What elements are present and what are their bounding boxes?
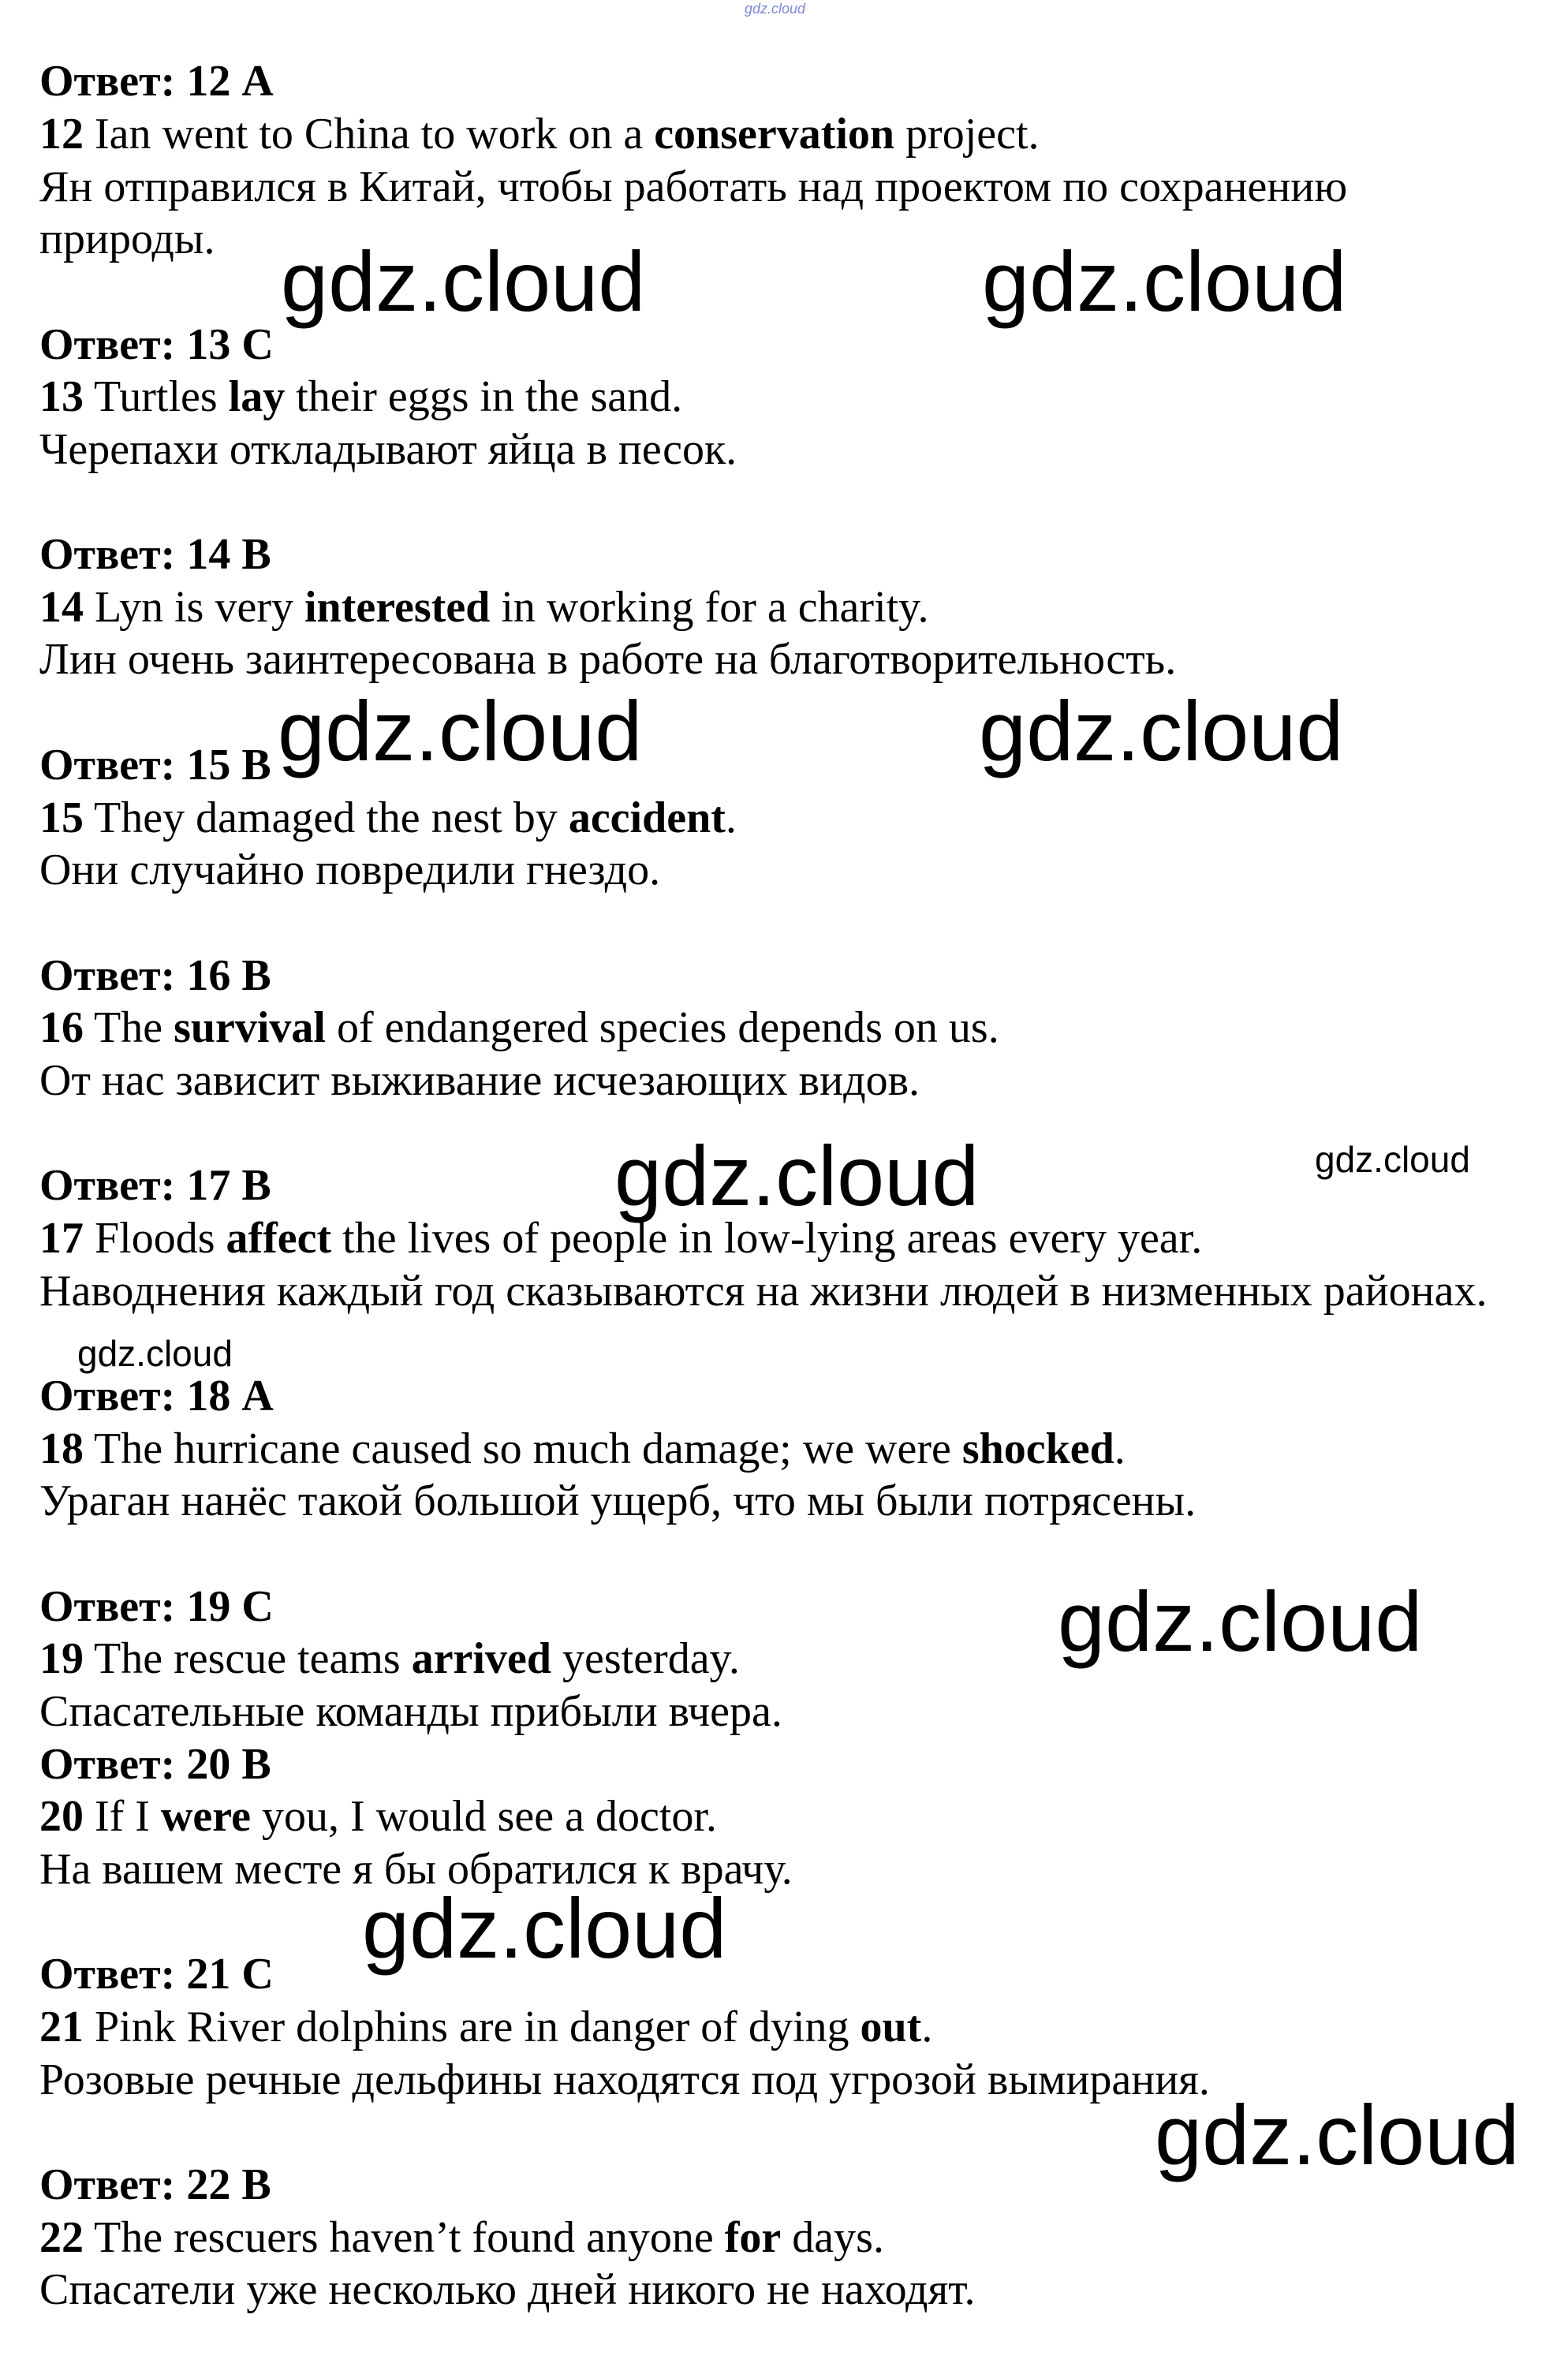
- sentence-number: 15: [39, 793, 84, 842]
- answer-label: Ответ: 18 A: [39, 1372, 274, 1420]
- russian-translation: Черепахи откладывают яйца в песок.: [39, 425, 737, 474]
- keyword: were: [160, 1792, 251, 1841]
- russian-translation: Ураган нанёс такой большой ущерб, что мы были потрясены.: [39, 1476, 1197, 1525]
- keyword: survival: [174, 1003, 326, 1052]
- sentence-text: If I: [95, 1792, 150, 1841]
- answer-label: Ответ: 14 B: [39, 530, 271, 579]
- english-sentence: [39, 108, 1040, 160]
- russian-translation: Спасатели уже несколько дней никого не находят.: [39, 2265, 976, 2314]
- sentence-text: The rescuers haven’t found anyone: [94, 2213, 714, 2262]
- sentence-number: 16: [39, 1003, 84, 1052]
- sentence-text: They damaged the nest by: [94, 793, 558, 842]
- russian-translation: Лин очень заинтересована в работе на благотворительность.: [39, 635, 1177, 684]
- keyword: interested: [304, 583, 491, 632]
- answer-label: Ответ: 21 C: [39, 1950, 274, 1999]
- english-sentence: [39, 1002, 999, 1054]
- answer-label: Ответ: 12 A: [39, 57, 274, 106]
- sentence-text: The: [94, 1003, 163, 1052]
- watermark: gdz.cloud: [281, 233, 646, 329]
- sentence-text: of endangered species depends on us.: [336, 1003, 999, 1052]
- sentence-number: 13: [39, 372, 84, 421]
- sentence-text: in working for a charity.: [501, 583, 929, 632]
- sentence-text: days.: [792, 2213, 884, 2262]
- russian-translation: От нас зависит выживание исчезающих видов.: [39, 1056, 920, 1105]
- sentence-number: 12: [39, 110, 84, 159]
- sentence-number: 18: [39, 1424, 84, 1473]
- watermark: gdz.cloud: [1155, 2087, 1520, 2182]
- sentence-text: .: [1114, 1424, 1126, 1473]
- watermark: gdz.cloud: [278, 683, 643, 778]
- sentence-number: 19: [39, 1634, 84, 1683]
- keyword: accident: [568, 793, 726, 842]
- answer-label: Ответ: 17 B: [39, 1161, 271, 1210]
- sentence-text: The hurricane caused so much damage; we were: [94, 1424, 951, 1473]
- english-sentence: [39, 371, 682, 423]
- keyword: arrived: [411, 1634, 551, 1683]
- sentence-number: 20: [39, 1792, 84, 1841]
- keyword: conservation: [654, 110, 895, 159]
- header-watermark: gdz.cloud: [745, 1, 806, 17]
- sentence-text: you, I would see a doctor.: [261, 1792, 717, 1841]
- sentence-number: 17: [39, 1214, 84, 1263]
- russian-translation: Спасательные команды прибыли вчера.: [39, 1687, 782, 1736]
- sentence-text: yesterday.: [562, 1634, 740, 1683]
- answer-label: Ответ: 16 B: [39, 951, 271, 1000]
- watermark: gdz.cloud: [1315, 1139, 1470, 1180]
- sentence-text: Pink River dolphins are in danger of dying: [95, 2003, 849, 2051]
- russian-translation: Наводнения каждый год сказываются на жизни людей в низменных районах.: [39, 1267, 1488, 1316]
- watermark: gdz.cloud: [1058, 1573, 1423, 1669]
- sentence-text: The rescue teams: [94, 1634, 401, 1683]
- english-sentence: [39, 1790, 717, 1842]
- sentence-text: project.: [905, 110, 1040, 159]
- answer-label: Ответ: 13 C: [39, 320, 274, 369]
- english-sentence: [39, 2001, 932, 2053]
- answer-label: Ответ: 22 B: [39, 2160, 271, 2209]
- keyword: shocked: [961, 1424, 1114, 1473]
- english-sentence: [39, 792, 737, 844]
- sentence-number: 14: [39, 583, 84, 632]
- english-sentence: [39, 1423, 1126, 1475]
- keyword: for: [724, 2213, 782, 2262]
- sentence-text: .: [725, 793, 737, 842]
- sentence-text: .: [921, 2003, 933, 2051]
- sentence-text: Floods: [95, 1214, 215, 1263]
- sentence-number: 22: [39, 2213, 84, 2262]
- keyword: affect: [226, 1214, 332, 1263]
- russian-translation: Они случайно повредили гнездо.: [39, 846, 661, 894]
- watermark: gdz.cloud: [362, 1880, 727, 1976]
- watermark: gdz.cloud: [982, 233, 1347, 329]
- sentence-text: Turtles: [94, 372, 218, 421]
- keyword: lay: [228, 372, 286, 421]
- sentence-text: Lyn is very: [95, 583, 293, 632]
- watermark: gdz.cloud: [614, 1128, 980, 1223]
- english-sentence: [39, 1633, 740, 1685]
- sentence-text: their eggs in the sand.: [296, 372, 683, 421]
- watermark: gdz.cloud: [77, 1333, 233, 1374]
- watermark: gdz.cloud: [979, 683, 1344, 778]
- keyword: out: [860, 2003, 922, 2051]
- sentence-text: the lives of people in low-lying areas every year.: [342, 1214, 1203, 1263]
- answer-label: Ответ: 19 C: [39, 1582, 274, 1631]
- russian-translation: Розовые речные дельфины находятся под угрозой вымирания.: [39, 2055, 1210, 2104]
- english-sentence: [39, 2212, 884, 2264]
- russian-translation: На вашем месте я бы обратился к врачу.: [39, 1845, 793, 1894]
- sentence-number: 21: [39, 2003, 84, 2051]
- answer-label: Ответ: 15 B: [39, 741, 271, 790]
- sentence-text: Ian went to China to work on a: [95, 110, 644, 159]
- answer-label: Ответ: 20 B: [39, 1740, 271, 1789]
- russian-translation: Ян отправился в Китай, чтобы работать над проектом по сохранению природы.: [39, 162, 1348, 263]
- english-sentence: [39, 581, 929, 633]
